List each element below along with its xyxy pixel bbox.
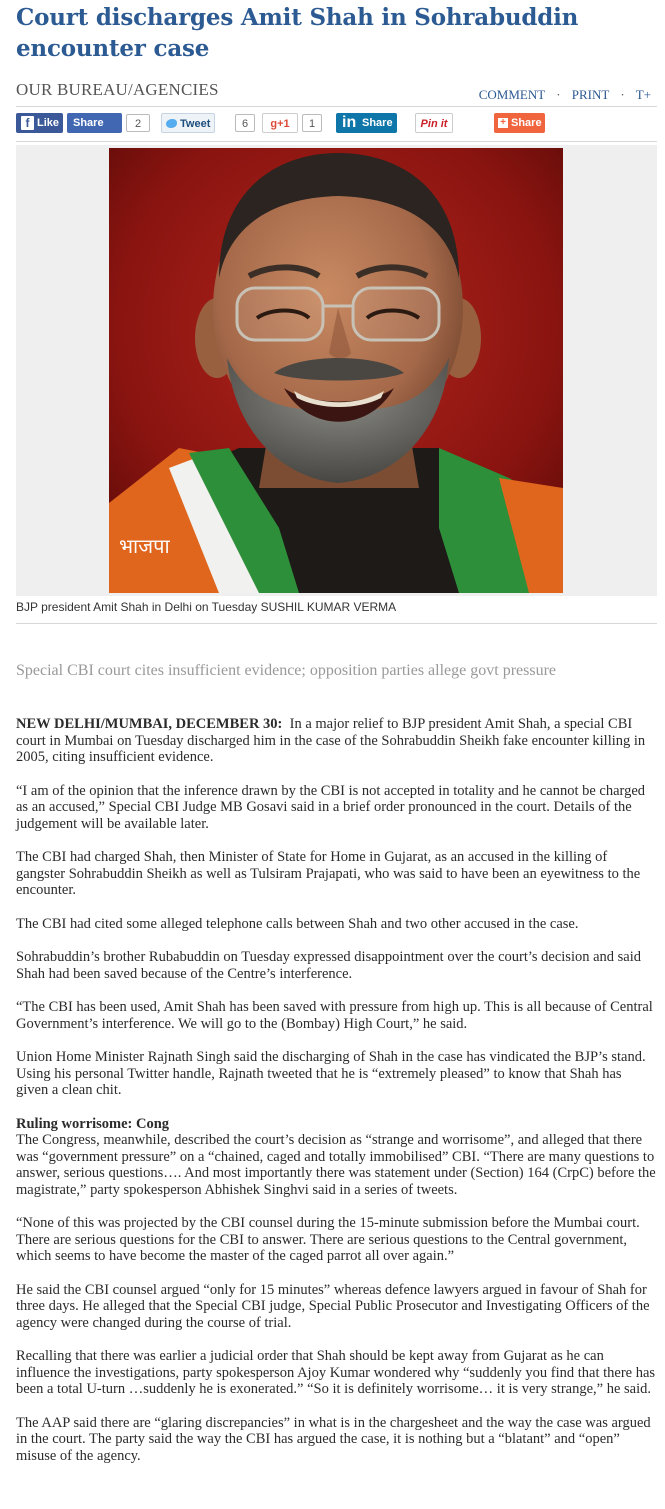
paragraph: The CBI had cited some alleged telephone calls between Shah and two other accused in the case. — [16, 915, 579, 932]
photo-caption: BJP president Amit Shah in Delhi on Tuesday SUSHIL KUMAR VERMA — [16, 600, 397, 614]
byline: OUR BUREAU/AGENCIES — [16, 80, 219, 99]
linkedin-share-label: Share — [362, 117, 393, 129]
share-plus-label: Share — [511, 117, 542, 129]
paragraph: Union Home Minister Rajnath Singh said the discharging of Shah in the case has vindicated the BJP’s stand. Using his personal Twitter handle, Rajnath tweeted that he is “extremely pleased” to know that Shah has given a clean chit. — [16, 1049, 646, 1098]
google-plus-count: 1 — [302, 114, 322, 132]
paragraph: “None of this was projected by the CBI counsel during the 15-minute submission before the Mumbai court. There are serious questions for the CBI to answer. There are serious questions to the Central government, which seems to have become the master of the caged parrot all over again.” — [16, 1215, 640, 1264]
paragraph: The Congress, meanwhile, described the court’s decision as “strange and worrisome”, and alleged that there was “government pressure” on a “chained, caged and totally immobilised” CBI. “There are many questions to answer, serious questions…. And most importantly there was statement under (Section) 164 (CrpC) before the magistrate,” party spokesperson Abhishek Singhvi said in a series of tweets. — [16, 1132, 656, 1198]
facebook-share-label: Share — [73, 117, 104, 129]
tweet-count: 6 — [235, 114, 255, 132]
article-headline: Court discharges Amit Shah in Sohrabuddin encounter case — [16, 4, 579, 62]
share-plus-button[interactable] — [494, 113, 545, 133]
facebook-share-count: 2 — [126, 114, 150, 132]
comment-link[interactable]: COMMENT — [478, 87, 545, 102]
social-share-bar — [16, 113, 657, 135]
amit-shah-photo — [109, 148, 563, 593]
paragraph: He said the CBI counsel argued “only for 15 minutes” whereas defence lawyers argued in favour of Shah for three days. He alleged that the Special CBI judge, Special Public Prosecutor and Investigating Officers of the agency were changed during the course of trial. — [16, 1281, 650, 1331]
photo-frame — [16, 145, 657, 596]
tools-separator: · — [620, 87, 625, 102]
facebook-icon: f — [21, 116, 34, 130]
linkedin-icon: in — [342, 114, 357, 131]
paragraph: “The CBI has been used, Amit Shah has been saved with pressure from high up. This is all because of Central Government’s interference. We will go to the (Bombay) High Court,” he said. — [16, 999, 653, 1032]
divider — [16, 141, 657, 142]
article-body — [16, 716, 657, 1481]
divider — [16, 106, 657, 107]
article-tools — [479, 87, 651, 103]
paragraph: “I am of the opinion that the inference drawn by the CBI is not accepted in totality and he cannot be charged as an accused,” Special CBI Judge MB Gosavi said in a brief order pronounced in the court. Details of the judgement will be available later. — [16, 782, 646, 832]
facebook-share-button[interactable] — [67, 113, 122, 133]
divider — [16, 623, 657, 624]
subheading: Ruling worrisome: Cong — [16, 1115, 170, 1132]
print-link[interactable]: PRINT — [571, 87, 610, 102]
scarf-text: भाजपा — [119, 534, 170, 558]
paragraph: Recalling that there was earlier a judicial order that Shah should be kept away from Gujarat as he can influence the investigations, party spokesperson Ajoy Kumar wondered why “suddenly you find that there has been a total U-turn …suddenly he is exonerated.” “So it is definitely worrisome… it is very strange,” he said. — [16, 1348, 656, 1397]
twitter-bird-icon — [166, 119, 177, 128]
tweet-button[interactable] — [161, 113, 215, 133]
tools-separator: · — [556, 87, 561, 102]
article-photo — [109, 148, 563, 593]
facebook-like-button[interactable] — [16, 113, 63, 133]
linkedin-share-button[interactable] — [336, 113, 397, 133]
paragraph: Sohrabuddin’s brother Rubabuddin on Tuesday expressed disappointment over the court’s decision and said Shah had been saved because of the Centre’s interference. — [16, 949, 642, 982]
tweet-label: Tweet — [180, 118, 211, 130]
google-plus-button[interactable]: g+1 — [262, 113, 298, 133]
plus-icon: + — [498, 118, 508, 128]
paragraph: The AAP said there are “glaring discrepancies” in what is in the chargesheet and the way the case was argued in the court. The party said the way the CBI has argued the case, it is nothing but a “blatant” and “open” misuse of the agency. — [16, 1414, 651, 1464]
dateline: NEW DELHI/MUMBAI, DECEMBER 30: — [16, 716, 283, 732]
paragraph-text: In a major relief to BJP president Amit Shah, a special CBI court in Mumbai on Tuesday discharged him in the case of the Sohrabuddin Sheikh fake encounter killing in 2005, citing insufficient evidence. — [16, 716, 646, 765]
paragraph: The CBI had charged Shah, then Minister of State for Home in Gujarat, as an accused in the killing of gangster Sohrabuddin Sheikh as well as Tulsiram Prajapati, who was said to have been an eyewitness to the encounter. — [16, 849, 641, 898]
article-deck: Special CBI court cites insufficient evidence; opposition parties allege govt pressure — [16, 662, 556, 679]
facebook-like-label: Like — [37, 117, 60, 129]
pinterest-pin-button[interactable]: Pin it — [415, 113, 453, 133]
text-size-link[interactable]: T+ — [635, 87, 651, 102]
paragraph — [16, 716, 657, 766]
